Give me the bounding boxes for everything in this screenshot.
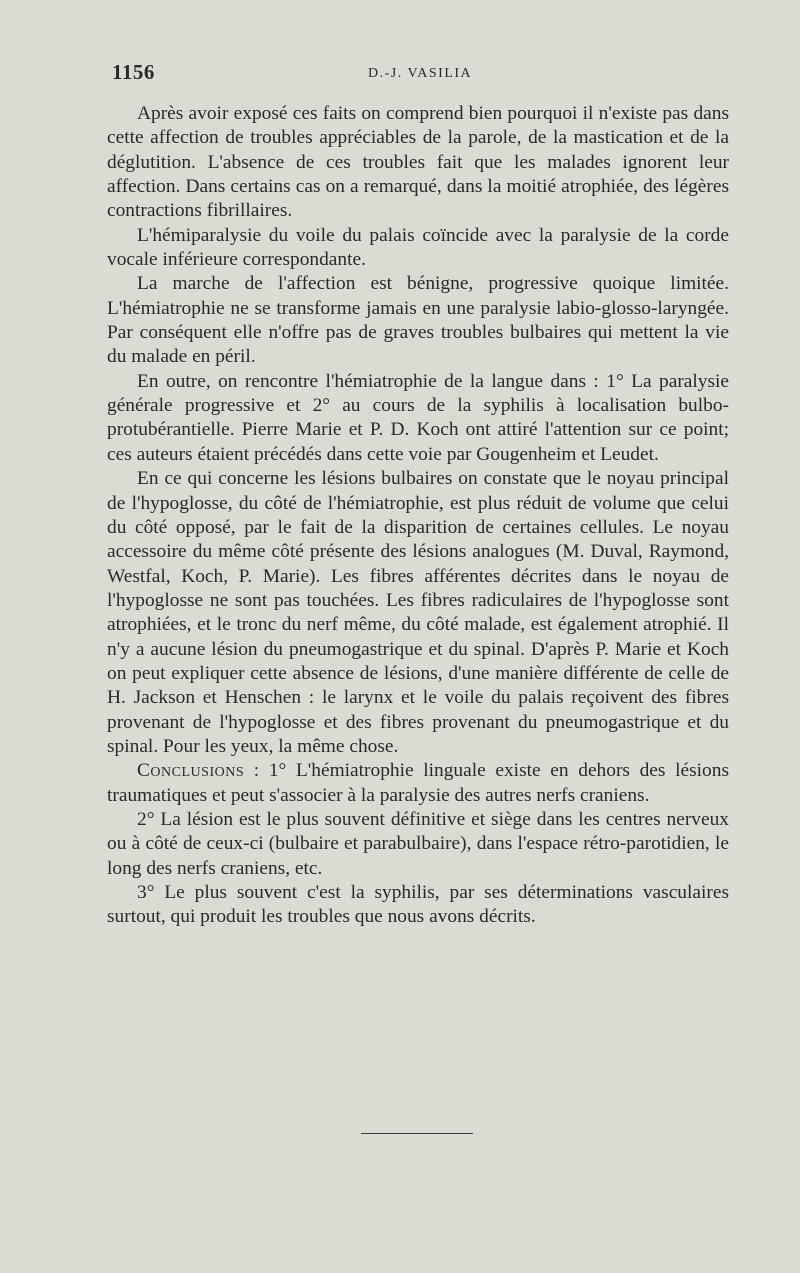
paragraph-2: L'hémiparalysie du voile du palais coïncide avec la paralysie de la corde vocale inférieure correspondante.	[107, 224, 729, 271]
running-title: D.-J. VASILIA	[368, 66, 473, 81]
end-rule	[361, 1133, 473, 1134]
page-header	[112, 60, 728, 88]
paragraph-1: Après avoir exposé ces faits on comprend bien pourquoi il n'existe pas dans cette affection de troubles appréciables de la parole, de la mastication et de la déglutition. L'absence de ces troubles fait que les malades ignorent leur affection. Dans certains cas on a remarqué, dans la moitié atrophiée, des légères contractions fibrillaires.	[107, 103, 729, 222]
conclusions-label: Conclusions	[137, 760, 245, 782]
page-number: 1156	[112, 60, 155, 84]
paragraph-4: En outre, on rencontre l'hémiatrophie de la langue dans : 1° La paralysie générale progressive et 2° au cours de la syphilis à localisation bulbo-protubérantielle. Pierre Marie et P. D. Koch ont attiré l'attention sur ce point; ces auteurs étaient précédés dans cette voie par Gougenheim et Leudet.	[107, 370, 729, 465]
body-text	[107, 102, 729, 930]
paragraph-5: En ce qui concerne les lésions bulbaires on constate que le noyau principal de l'hypoglosse, du côté de l'hémiatrophie, est plus réduit de volume que celui du côté opposé, par le fait de la disparition de certaines cellules. Le noyau accessoire du même côté présente des lésions analogues (M. Duval, Raymond, Westfal, Koch, P. Marie). Les fibres afférentes décrites dans le noyau de l'hypoglosse ne sont pas touchées. Les fibres radiculaires de l'hypoglosse sont atrophiées, et le tronc du nerf même, du côté malade, est également atrophié. Il n'y a aucune lésion du pneumogastrique et du spinal. D'après P. Marie et Koch on peut expliquer cette absence de lésions, d'une manière différente de celle de H. Jackson et Henschen : le larynx et le voile du palais reçoivent des fibres provenant de l'hypoglosse et des fibres provenant du pneumogastrique et du spinal. Pour les yeux, la même chose.	[107, 468, 729, 757]
conclusion-2: 2° La lésion est le plus souvent définitive et siège dans les centres nerveux ou à côté de ceux-ci (bulbaire et parabulbaire), dans l'espace rétro-parotidien, le long des nerfs craniens, etc.	[107, 808, 729, 879]
conclusion-3: 3° Le plus souvent c'est la syphilis, par ses déterminations vasculaires surtout, qui produit les troubles que nous avons décrits.	[107, 882, 729, 928]
paragraph-3: La marche de l'affection est bénigne, progressive quoique limitée. L'hémiatrophie ne se transforme jamais en une paralysie labio-glosso-laryngée. Par conséquent elle n'offre pas de graves troubles bulbaires qui mettent la vie du malade en péril.	[107, 273, 729, 368]
conclusion-1-text: : 1° L'hémiatrophie linguale existe en dehors des lésions traumatiques et peut s'associer à la paralysie des autres nerfs craniens.	[107, 760, 729, 806]
conclusions-paragraph-1	[107, 759, 729, 808]
